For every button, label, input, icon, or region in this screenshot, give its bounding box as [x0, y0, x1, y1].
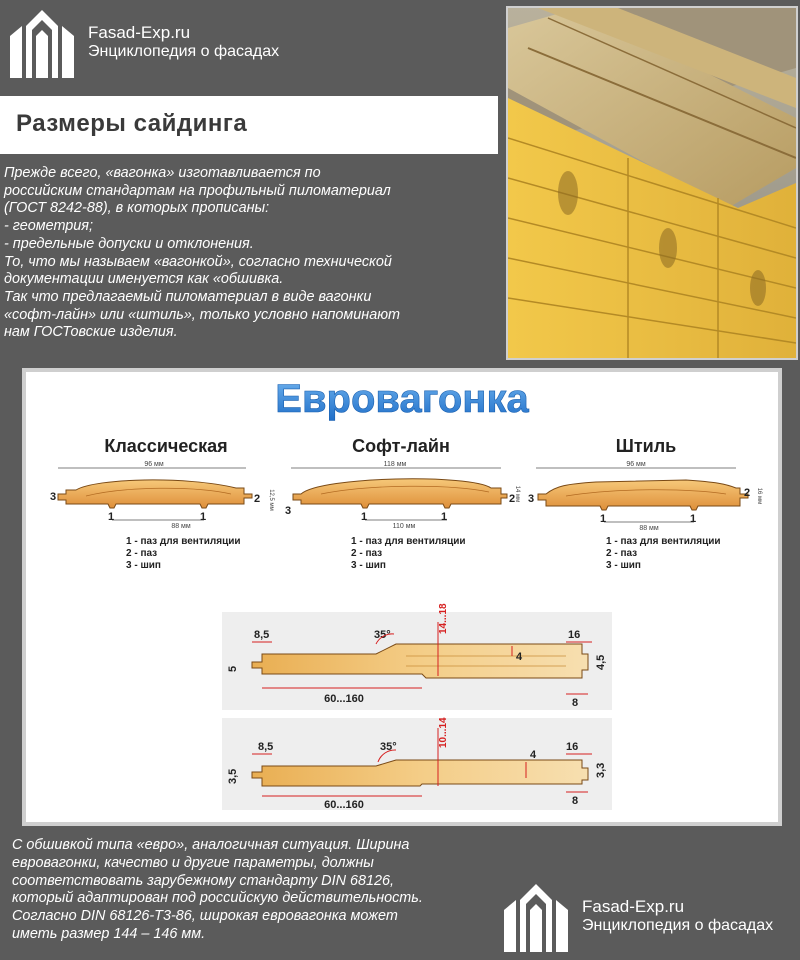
dim-left-side: 5	[227, 665, 239, 672]
profile-height: 12,5 мм	[268, 489, 274, 511]
callout-1: 1	[690, 513, 697, 525]
profile-bottom-width: 88 мм	[171, 523, 191, 530]
outro-line: Согласно DIN 68126-T3-86, широкая евровагонка может	[12, 908, 398, 925]
dim-bottom-right: 8	[572, 795, 579, 807]
dim-right-side: 4,5	[595, 654, 607, 670]
legend-item: 3 - шип	[126, 560, 161, 571]
profile-shtil	[528, 436, 762, 571]
profile-top-width: 96 мм	[626, 461, 646, 468]
page-title: Размеры сайдинга	[16, 110, 248, 137]
profile-name: Штиль	[615, 436, 677, 456]
dim-width: 60...160	[324, 799, 364, 811]
diagram-title: Евровагонка	[275, 377, 529, 421]
callout-1: 1	[108, 511, 115, 523]
profile-height: 16 мм	[756, 487, 762, 505]
profile-bottom-width: 110 мм	[392, 523, 416, 530]
callout-3: 3	[285, 505, 292, 517]
legend-item: 2 - паз	[606, 548, 638, 559]
profile-soft-line	[285, 436, 520, 571]
dim-right-side: 3,3	[595, 762, 607, 778]
profile-height: 14 мм	[514, 485, 520, 503]
intro-line: российским стандартам на профильный пиломатериал	[4, 182, 391, 199]
intro-line: То, что мы называем «вагонкой», согласно технической	[4, 253, 392, 270]
intro-text	[4, 165, 494, 342]
legend-item: 1 - паз для вентиляции	[606, 536, 721, 547]
intro-line: - геометрия;	[4, 218, 93, 235]
site-logo[interactable]	[8, 6, 279, 78]
brand-site: Fasad-Exp.ru	[88, 23, 191, 43]
brand-tagline: Энциклопедия о фасадах	[88, 42, 280, 60]
dim-left-top: 8,5	[258, 741, 274, 753]
intro-line: (ГОСТ 8242-88), в которых прописаны:	[4, 200, 270, 217]
dim-width: 60...160	[324, 693, 364, 705]
building-logo-icon	[502, 880, 572, 952]
profile-bottom-width: 88 мм	[639, 525, 659, 532]
dim-right-top: 16	[568, 629, 581, 641]
legend-item: 2 - паз	[126, 548, 158, 559]
callout-1: 1	[441, 511, 448, 523]
outro-line: евровагонки, качество и другие параметры, должны	[12, 854, 374, 871]
legend-item: 2 - паз	[351, 548, 383, 559]
profile-name: Классическая	[104, 436, 228, 456]
outro-line: соответствовать зарубежному стандарту DIN 68126,	[12, 872, 394, 889]
profile-top-width: 96 мм	[144, 461, 164, 468]
legend-item: 1 - паз для вентиляции	[351, 536, 466, 547]
outro-line: С обшивкой типа «евро», аналогичная ситуация. Ширина	[12, 837, 410, 853]
outro-line: иметь размер 144 – 146 мм.	[12, 925, 206, 942]
lumber-stack-illustration	[508, 8, 796, 358]
site-logo-bottom[interactable]	[502, 880, 773, 952]
legend-item: 1 - паз для вентиляции	[126, 536, 241, 547]
dim-thickness: 14...18	[438, 603, 449, 634]
intro-line: «софт-лайн» или «штиль», только условно напоминают	[4, 306, 401, 323]
intro-line: - предельные допуски и отклонения.	[4, 235, 254, 252]
legend-item: 3 - шип	[351, 560, 386, 571]
dim-right-top: 16	[566, 741, 579, 753]
building-logo-icon	[8, 6, 78, 78]
dim-left-top: 8,5	[254, 629, 270, 641]
brand-site: Fasad-Exp.ru	[582, 897, 685, 917]
dim-mid: 4	[530, 749, 537, 761]
intro-line: нам ГОСТовские изделия.	[4, 324, 178, 341]
dim-bottom-right: 8	[572, 697, 579, 709]
outro-line: который адаптирован под российскую действительность.	[12, 890, 423, 907]
profile-name: Софт-лайн	[352, 436, 450, 456]
dim-angle: 35°	[374, 629, 391, 641]
callout-2: 2	[744, 487, 751, 499]
outro-text	[12, 837, 482, 944]
intro-line: Прежде всего, «вагонка» изготавливается по	[4, 165, 321, 181]
legend-item: 3 - шип	[606, 560, 641, 571]
callout-1: 1	[200, 511, 207, 523]
page-title-bar	[0, 96, 498, 154]
callout-3: 3	[50, 491, 57, 503]
brand-tagline: Энциклопедия о фасадах	[582, 916, 774, 934]
diagram-canvas	[26, 372, 778, 822]
evrovagonka-diagram	[22, 368, 782, 826]
callout-1: 1	[600, 513, 607, 525]
dim-left-side: 3,5	[227, 768, 239, 784]
dim-mid: 4	[516, 651, 523, 663]
profile-top-width: 118 мм	[383, 461, 407, 468]
callout-3: 3	[528, 493, 535, 505]
dim-thickness: 10...14	[438, 717, 449, 748]
intro-line: документации именуется как «обшивка.	[4, 271, 284, 288]
intro-line: Так что предлагаемый пиломатериал в виде вагонки	[4, 288, 372, 305]
callout-2: 2	[254, 493, 261, 505]
callout-1: 1	[361, 511, 368, 523]
callout-2: 2	[509, 493, 516, 505]
profile-classic	[50, 436, 274, 571]
dim-angle: 35°	[380, 741, 397, 753]
lumber-photo	[506, 6, 798, 360]
